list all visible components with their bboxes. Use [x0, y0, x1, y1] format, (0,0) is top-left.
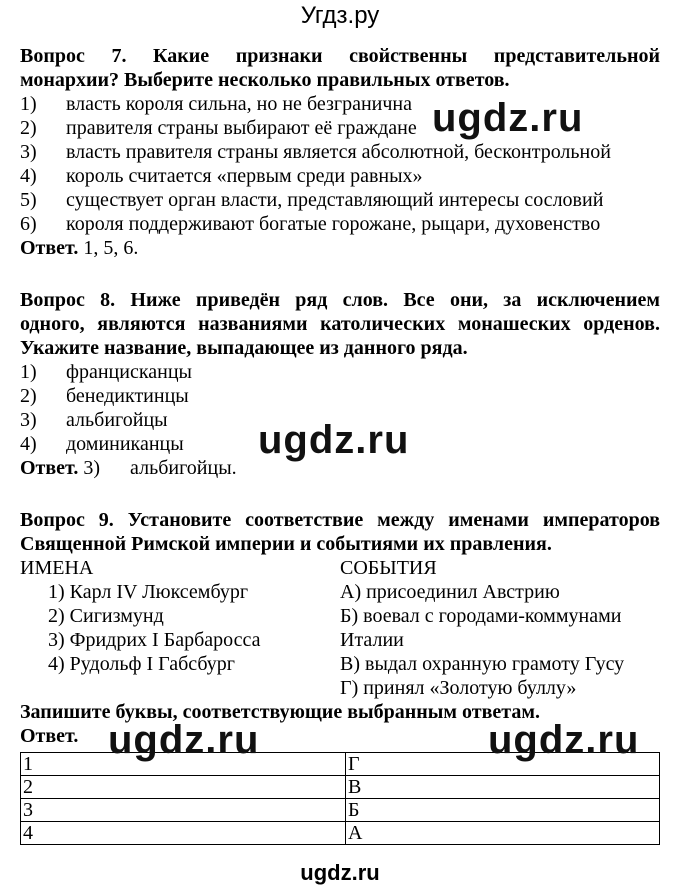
option	[20, 360, 660, 384]
watermark: ugdz.ru	[108, 718, 260, 762]
question-8-title-line-2: одного, являются названиями католических монашеских орденов.	[20, 313, 660, 335]
names-column	[20, 556, 340, 700]
question-7-title-line-1: Вопрос 7. Какие признаки свойственны представительной	[20, 45, 660, 67]
option-number: 4)	[20, 165, 37, 187]
option-text: доминиканцы	[66, 433, 184, 455]
option-number: 2)	[20, 117, 37, 139]
option-number: 1)	[20, 93, 37, 115]
event-item: Италии	[340, 629, 404, 651]
option-text: короля поддерживают богатые горожане, рыцари, духовенство	[66, 213, 601, 235]
option-text: альбигойцы	[66, 409, 168, 431]
option	[20, 140, 660, 164]
names-header: ИМЕНА	[20, 557, 94, 579]
table-cell-letter: В	[346, 776, 660, 799]
option	[20, 188, 660, 212]
option-number: 3)	[20, 141, 37, 163]
answer-label: Ответ.	[20, 725, 79, 747]
question-7	[20, 44, 660, 260]
option	[20, 212, 660, 236]
option-number: 4)	[20, 433, 37, 455]
table-cell-number: 3	[21, 799, 346, 822]
option-number: 5)	[20, 189, 37, 211]
table-row	[21, 799, 660, 822]
name-item: 2) Сигизмунд	[48, 605, 164, 627]
answer-value: 3) альбигойцы.	[78, 457, 237, 479]
table-cell-number: 1	[21, 753, 346, 776]
answer-label: Ответ.	[20, 457, 79, 479]
option-text: король считается «первым среди равных»	[66, 165, 423, 187]
question-9-title-line-1: Вопрос 9. Установите соответствие между именами императоров	[20, 509, 660, 531]
matching-columns	[20, 556, 660, 700]
answer-table	[20, 752, 660, 845]
table-row	[21, 776, 660, 799]
name-item: 1) Карл IV Люксембург	[48, 581, 249, 603]
option	[20, 164, 660, 188]
option-number: 1)	[20, 361, 37, 383]
site-title: Угдз.ру	[300, 2, 380, 29]
question-9-title-line-2: Священной Римской империи и событиями их правления.	[20, 533, 552, 555]
table-cell-letter: А	[346, 822, 660, 845]
events-header: СОБЫТИЯ	[340, 557, 437, 579]
question-8-title-line-1: Вопрос 8. Ниже приведён ряд слов. Все они, за исключением	[20, 289, 660, 311]
event-item: Г) принял «Золотую буллу»	[340, 677, 577, 699]
name-item: 3) Фридрих I Барбаросса	[48, 629, 261, 651]
option-text: францисканцы	[66, 361, 192, 383]
table-cell-number: 4	[21, 822, 346, 845]
option-text: существует орган власти, представляющий интересы сословий	[66, 189, 604, 211]
question-7-title-line-2: монархии? Выберите несколько правильных ответов.	[20, 69, 510, 91]
option-text: правителя страны выбирают её граждане	[66, 117, 417, 139]
table-cell-letter: Б	[346, 799, 660, 822]
events-column	[340, 556, 660, 700]
footer-watermark: ugdz.ru	[300, 860, 380, 885]
event-item: В) выдал охранную грамоту Гусу	[340, 653, 625, 675]
question-8-title-line-3: Укажите название, выпадающее из данного ряда.	[20, 337, 468, 359]
option-text: бенедиктинцы	[66, 385, 189, 407]
event-item: А) присоединил Австрию	[340, 581, 560, 603]
table-cell-number: 2	[21, 776, 346, 799]
option-text: власть правителя страны является абсолютной, бесконтрольной	[66, 141, 611, 163]
event-item: Б) воевал с городами-коммунами	[340, 605, 622, 627]
option	[20, 384, 660, 408]
watermark: ugdz.ru	[432, 96, 584, 140]
answer-label: Ответ.	[20, 237, 79, 259]
option-text: власть короля сильна, но не безгранична	[66, 93, 412, 115]
answer	[20, 236, 660, 260]
option-number: 6)	[20, 213, 37, 235]
watermark: ugdz.ru	[488, 718, 640, 762]
option-number: 2)	[20, 385, 37, 407]
table-row	[21, 822, 660, 845]
table-cell-letter: Г	[346, 753, 660, 776]
name-item: 4) Рудольф I Габсбург	[48, 653, 236, 675]
option-number: 3)	[20, 409, 37, 431]
instruction: Запишите буквы, соответствующие выбранным ответам.	[20, 701, 540, 723]
watermark: ugdz.ru	[258, 418, 410, 462]
answer-value: 1, 5, 6.	[78, 237, 139, 259]
question-9	[20, 508, 660, 748]
